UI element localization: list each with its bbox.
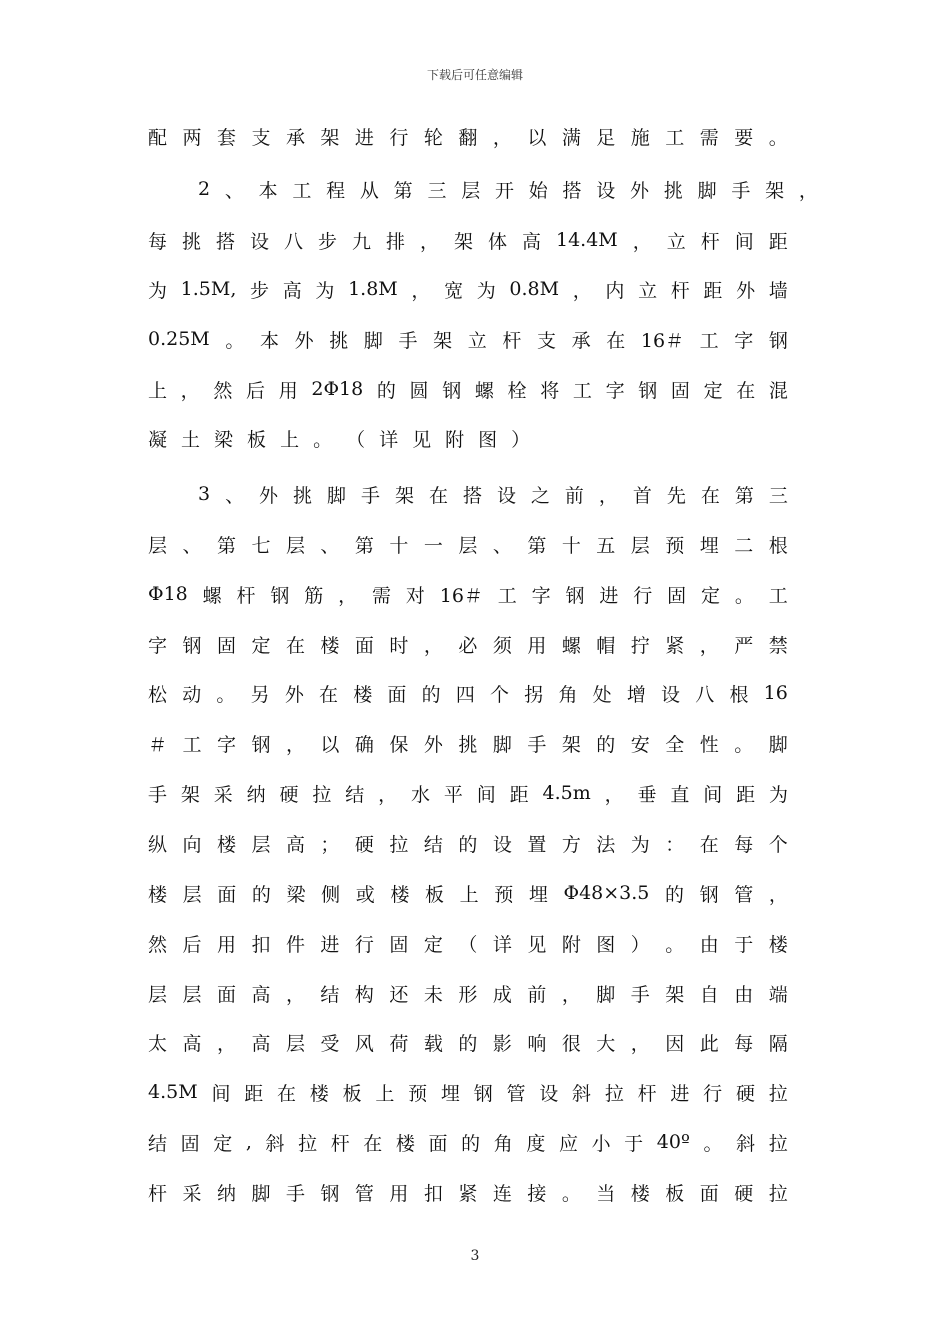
text-line: 为 1.5M, 步 高 为 1.8M ， 宽 为 0.8M ， 内 立 杆 距 外 墙 (148, 278, 788, 302)
text-line: 杆 采 纳 脚 手 钢 管 用 扣 紧 连 接 。 当 楼 板 面 硬 拉 (148, 1182, 788, 1205)
text-line: 层 、 第 七 层 、 第 十 一 层 、 第 十 五 层 预 埋 二 根 (148, 534, 788, 557)
text-line: 0.25M 。 本 外 挑 脚 手 架 立 杆 支 承 在 16＃ 工 字 钢 (148, 328, 788, 352)
text-line: 层 层 面 高 ， 结 构 还 未 形 成 前 ， 脚 手 架 自 由 端 (148, 983, 788, 1006)
text-line: 上 ， 然 后 用 2Φ18 的 圆 钢 螺 栓 将 工 字 钢 固 定 在 混 (148, 378, 788, 402)
text-line: 配 两 套 支 承 架 进 行 轮 翻 ， 以 满 足 施 工 需 要 。 (148, 126, 788, 149)
text-line: 4.5M 间 距 在 楼 板 上 预 埋 钢 管 设 斜 拉 杆 进 行 硬 拉 (148, 1081, 788, 1105)
text-line: 手 架 采 纳 硬 拉 结 ， 水 平 间 距 4.5m ， 垂 直 间 距 为 (148, 782, 788, 806)
text-line: 每 挑 搭 设 八 步 九 排 ， 架 体 高 14.4M ， 立 杆 间 距 (148, 229, 788, 253)
text-line: 纵 向 楼 层 高 ； 硬 拉 结 的 设 置 方 法 为 ： 在 每 个 (148, 833, 788, 856)
text-line: 楼 层 面 的 梁 侧 或 楼 板 上 预 埋 Φ48×3.5 的 钢 管 ， (148, 882, 788, 906)
text-line: 松 动 。 另 外 在 楼 面 的 四 个 拐 角 处 增 设 八 根 16 (148, 682, 788, 706)
text-line: 3 、 外 挑 脚 手 架 在 搭 设 之 前 ， 首 先 在 第 三 (198, 483, 788, 507)
text-line: Φ18 螺 杆 钢 筋 ， 需 对 16＃ 工 字 钢 进 行 固 定 。 工 (148, 583, 788, 607)
text-line: ＃ 工 字 钢 ， 以 确 保 外 挑 脚 手 架 的 安 全 性 。 脚 (148, 733, 788, 756)
text-line: 结 固 定 , 斜 拉 杆 在 楼 面 的 角 度 应 小 于 40º 。 斜 拉 (148, 1131, 788, 1155)
text-line: 字 钢 固 定 在 楼 面 时 ， 必 须 用 螺 帽 拧 紧 ， 严 禁 (148, 634, 788, 657)
text-line: 太 高 ， 高 层 受 风 荷 载 的 影 响 很 大 ， 因 此 每 隔 (148, 1032, 788, 1055)
text-line: 然 后 用 扣 件 进 行 固 定 （ 详 见 附 图 ） 。 由 于 楼 (148, 933, 788, 956)
text-line: 凝 土 梁 板 上 。 （ 详 见 附 图 ） (148, 428, 531, 451)
page-number: 3 (470, 1248, 480, 1264)
page-header: 下载后可任意编辑 (426, 68, 523, 82)
text-line: 2 、 本 工 程 从 第 三 层 开 始 搭 设 外 挑 脚 手 架 ， (198, 178, 818, 202)
